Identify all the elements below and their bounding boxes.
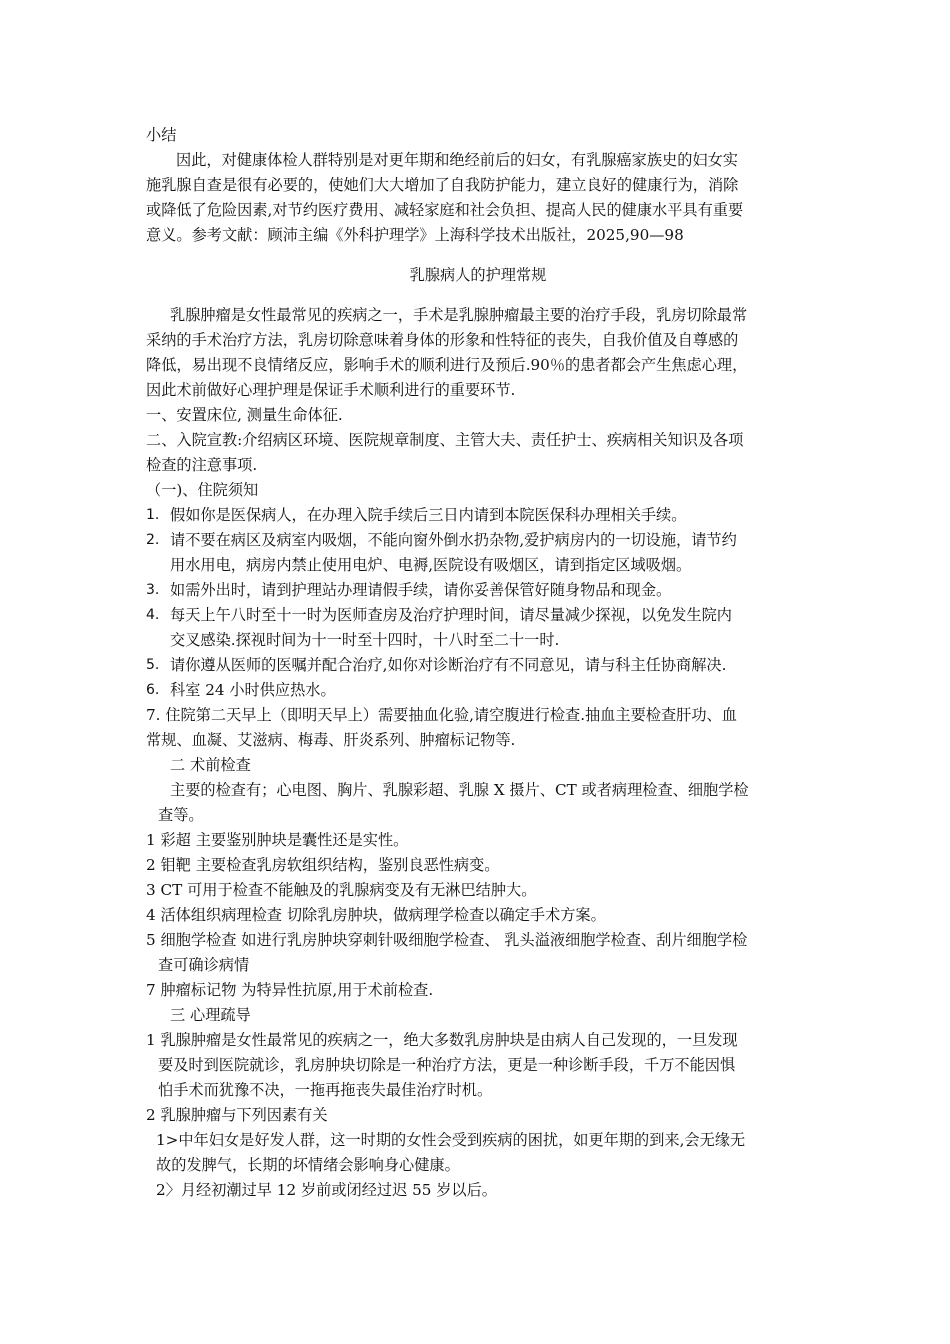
list-text: 科室 24 小时供应热水。 <box>170 681 336 700</box>
list-number: 1. <box>146 507 160 524</box>
summary-heading: 小结 <box>146 126 177 144</box>
exam-item: 3 CT 可用于检查不能触及的乳腺病变及有无淋巴结肿大。 <box>146 881 537 900</box>
document-body <box>146 123 810 1203</box>
list-item <box>146 528 810 578</box>
intro-line: 乳腺肿瘤是女性最常见的疾病之一，手术是乳腺肿瘤最主要的治疗手段，乳房切除最常 <box>170 306 748 325</box>
exam-item-continued: 查可确诊病情 <box>158 956 250 975</box>
exam-item: 7 肿瘤标记物 为特异性抗原,用于术前检查. <box>146 981 434 1000</box>
section-heading: 三 心理疏导 <box>170 1006 251 1025</box>
exam-item: 5 细胞学检查 如进行乳房肿块穿刺针吸细胞学检查、 乳头溢液细胞学检查、刮片细胞学检 <box>146 931 748 950</box>
factor-line: 2〉月经初潮过早 12 岁前或闭经过迟 55 岁以后。 <box>156 1181 497 1200</box>
list-item <box>146 578 810 603</box>
summary-line: 或降低了危险因素,对节约医疗费用、减轻家庭和社会负担、提高人民的健康水平具有重要 <box>146 201 744 219</box>
psych-item-line: 1 乳腺肿瘤是女性最常见的疾病之一，绝大多数乳房肿块是由病人自己发现的，一旦发现 <box>146 1031 738 1050</box>
rule-seven-line: 7. 住院第二天早上（即明天早上）需要抽血化验,请空腹进行检查.抽血主要检查肝功、血 <box>146 706 737 725</box>
factor-line: 1>中年妇女是好发人群，这一时期的女性会受到疾病的困扰，如更年期的到来,会无缘无 <box>156 1131 746 1150</box>
psych-item-line: 怕手术而犹豫不决，一拖再拖丧失最佳治疗时机。 <box>158 1081 493 1100</box>
list-number: 3. <box>146 582 160 599</box>
exam-item: 4 活体组织病理检查 切除乳房肿块，做病理学检查以确定手术方案。 <box>146 906 606 925</box>
exam-item: 1 彩超 主要鉴别肿块是囊性还是实性。 <box>146 831 409 850</box>
exam-intro-line: 查等。 <box>158 806 204 825</box>
list-item <box>146 503 810 528</box>
list-text: 每天上午八时至十一时为医师查房及治疗护理时间，请尽量减少探视，以免发生院内 <box>170 606 732 625</box>
section-heading: 二 术前检查 <box>170 756 251 775</box>
list-number: 6. <box>146 682 160 699</box>
factor-line: 故的发脾气，长期的坏情绪会影响身心健康。 <box>156 1156 460 1175</box>
list-item <box>146 653 810 678</box>
section-two-line: 检查的注意事项. <box>146 456 258 475</box>
document-title: 乳腺病人的护理常规 <box>409 266 547 285</box>
psych-item-line: 要及时到医院就诊，乳房肿块切除是一种治疗方法，更是一种诊断手段，千万不能因惧 <box>158 1056 736 1075</box>
summary-line: 意义。参考文献：顾沛主编《外科护理学》上海科学技术出版社，2025,90—98 <box>146 226 684 244</box>
list-text: 假如你是医保病人，在办理入院手续后三日内请到本院医保科办理相关手续。 <box>170 506 687 525</box>
list-text: 请不要在病区及病室内吸烟，不能向窗外倒水扔杂物,爱护病房内的一切设施，请节约 <box>170 531 737 550</box>
list-text: 如需外出时，请到护理站办理请假手续，请你妥善保管好随身物品和现金。 <box>170 581 672 600</box>
exam-item: 2 钼靶 主要检查乳房软组织结构，鉴别良恶性病变。 <box>146 856 500 875</box>
rule-seven-line: 常规、血凝、艾滋病、梅毒、肝炎系列、肿瘤标记物等. <box>146 731 516 750</box>
intro-line: 因此术前做好心理护理是保证手术顺利进行的重要环节. <box>146 381 516 400</box>
exam-intro-line: 主要的检查有；心电图、胸片、乳腺彩超、乳腺 X 摄片、CT 或者病理检查、细胞学检 <box>170 781 749 800</box>
subsection-heading: （一)、住院须知 <box>146 481 259 500</box>
intro-line: 降低，易出现不良情绪反应，影响手术的顺利进行及预后.90％的患者都会产生焦虑心理， <box>146 356 748 375</box>
summary-line: 因此，对健康体检人群特别是对更年期和绝经前后的妇女，有乳腺癌家族史的妇女实 <box>176 151 738 169</box>
list-number: 5. <box>146 657 160 674</box>
section-one: 一、安置床位, 测量生命体征. <box>146 406 343 425</box>
psych-item: 2 乳腺肿瘤与下列因素有关 <box>146 1106 328 1125</box>
list-number: 2. <box>146 532 160 549</box>
list-text: 请你遵从医师的医嘱并配合治疗,如你对诊断治疗有不同意见，请与科主任协商解决. <box>170 656 727 675</box>
list-item <box>146 678 810 703</box>
list-item <box>146 603 810 653</box>
list-text: 用水用电，病房内禁止使用电炉、电褥,医院设有吸烟区，请到指定区域吸烟。 <box>170 556 692 575</box>
summary-line: 施乳腺自查是很有必要的，使她们大大增加了自我防护能力，建立良好的健康行为，消除 <box>146 176 739 194</box>
section-two-line: 二、入院宣教:介绍病区环境、医院规章制度、主管大夫、责任护士、疾病相关知识及各项 <box>146 431 744 450</box>
intro-line: 采纳的手术治疗方法，乳房切除意味着身体的形象和性特征的丧失，自我价值及自尊感的 <box>146 331 739 350</box>
list-number: 4. <box>146 607 160 624</box>
list-text: 交叉感染.探视时间为十一时至十四时，十八时至二十一时. <box>170 631 560 650</box>
